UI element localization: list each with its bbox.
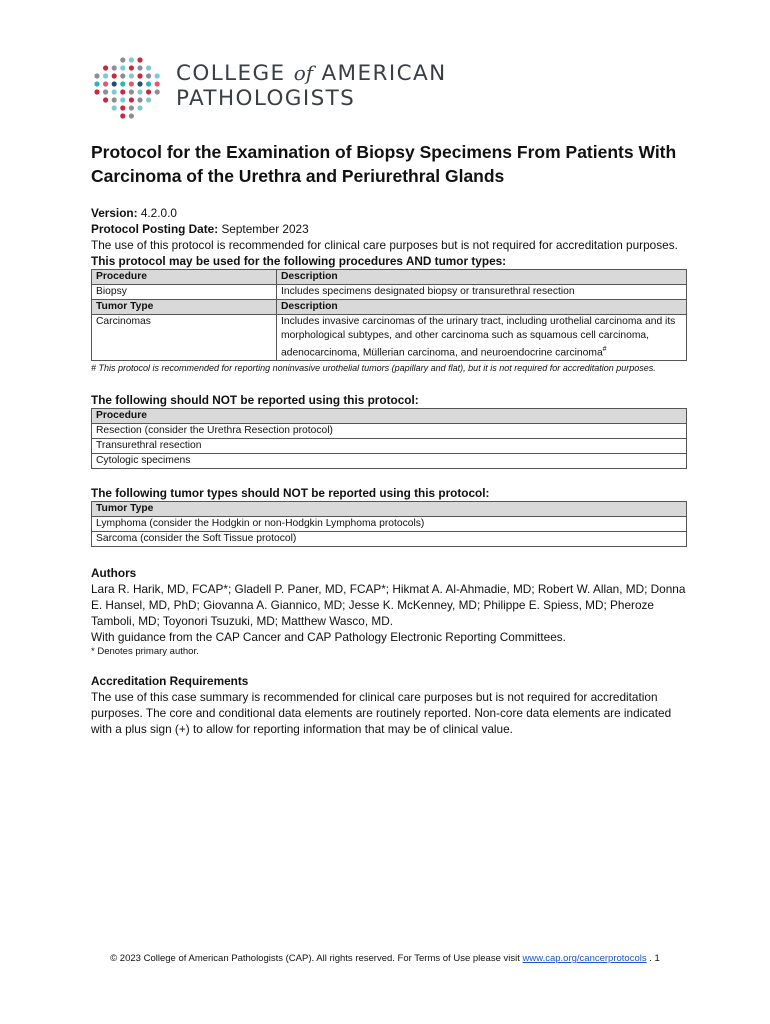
logo-dot bbox=[155, 89, 160, 94]
logo-dot bbox=[120, 81, 125, 86]
logo-dot bbox=[155, 73, 160, 78]
logo-word-of: of bbox=[293, 61, 314, 85]
logo-dot bbox=[103, 89, 108, 94]
table-cell: Transurethral resection bbox=[92, 439, 687, 454]
logo-dot bbox=[137, 89, 142, 94]
logo-dot bbox=[129, 113, 134, 118]
logo-dot bbox=[146, 89, 151, 94]
logo-dot bbox=[112, 97, 117, 102]
table-row bbox=[92, 285, 687, 300]
logo-dot bbox=[112, 81, 117, 86]
logo-dot bbox=[137, 105, 142, 110]
logo-dot bbox=[120, 65, 125, 70]
accreditation-heading: Accreditation Requirements bbox=[91, 674, 249, 689]
authors-guidance: With guidance from the CAP Cancer and CAP Pathology Electronic Reporting Committees. bbox=[91, 630, 566, 645]
table-cell: Lymphoma (consider the Hodgkin or non-Hodgkin Lymphoma protocols) bbox=[92, 517, 687, 532]
table-header-row bbox=[92, 300, 687, 315]
version-label: Version: bbox=[91, 206, 138, 220]
logo-dot bbox=[129, 97, 134, 102]
logo-dot bbox=[155, 81, 160, 86]
table-footnote: # This protocol is recommended for reporting noninvasive urothelial tumors (papillary and flat), but it is not required for accreditation purposes. bbox=[91, 363, 656, 374]
table-header-row bbox=[92, 270, 687, 285]
logo-dot bbox=[146, 81, 151, 86]
logo-dot bbox=[129, 65, 134, 70]
procedures-table bbox=[91, 269, 687, 361]
table-row bbox=[92, 517, 687, 532]
table-header-tumor-type: Tumor Type bbox=[92, 502, 687, 517]
logo-dot bbox=[94, 73, 99, 78]
logo-dot bbox=[112, 73, 117, 78]
logo-dot bbox=[112, 65, 117, 70]
authors-heading: Authors bbox=[91, 566, 137, 581]
table-cell: Cytologic specimens bbox=[92, 454, 687, 469]
table-cell: Sarcoma (consider the Soft Tissue protocol) bbox=[92, 532, 687, 547]
authors-list: Lara R. Harik, MD, FCAP*; Gladell P. Paner, MD, FCAP*; Hikmat A. Al-Ahmadie, MD; Robert W. Allan, MD; Donna E. Hansel, MD, PhD; Giovanna A. Giannico, MD; Jesse K. McKenney, MD; Philippe E. Spiess, MD; Pheroze Tamboli, MD; Toyonori Tsuzuki, MD; Matthew Wasco, MD. bbox=[91, 582, 686, 629]
table-cell-tumor-type: Carcinomas bbox=[92, 315, 277, 361]
table-cell-description bbox=[277, 315, 687, 361]
table-row bbox=[92, 424, 687, 439]
logo-dot bbox=[137, 97, 142, 102]
logo-dot bbox=[94, 89, 99, 94]
table-header-tumor-type: Tumor Type bbox=[92, 300, 277, 315]
not-reported-tumors-heading: The following tumor types should NOT be reported using this protocol: bbox=[91, 486, 490, 501]
logo-dot bbox=[146, 65, 151, 70]
cap-logo-dots-icon bbox=[92, 55, 164, 121]
document-body bbox=[91, 140, 687, 737]
page-footer bbox=[0, 953, 770, 964]
table-cell-description: Includes specimens designated biopsy or transurethral resection bbox=[277, 285, 687, 300]
logo-dot bbox=[120, 73, 125, 78]
primary-author-note: * Denotes primary author. bbox=[91, 646, 199, 658]
logo-dot bbox=[129, 57, 134, 62]
table-header-description: Description bbox=[277, 300, 687, 315]
logo-dot bbox=[112, 105, 117, 110]
logo-dot bbox=[137, 81, 142, 86]
cap-logo bbox=[92, 55, 472, 121]
footnote-marker: # bbox=[602, 346, 607, 353]
table-header-description: Description bbox=[277, 270, 687, 285]
logo-word-pathologists: PATHOLOGISTS bbox=[176, 86, 356, 111]
table-row bbox=[92, 439, 687, 454]
logo-dot bbox=[112, 89, 117, 94]
logo-dot bbox=[120, 105, 125, 110]
logo-word-college: COLLEGE bbox=[176, 61, 286, 86]
use-statement: The use of this protocol is recommended for clinical care purposes but is not required for accreditation purposes. bbox=[91, 238, 678, 252]
cancer-protocols-link[interactable]: www.cap.org/cancerprotocols bbox=[522, 953, 647, 964]
logo-dot bbox=[146, 73, 151, 78]
table-row bbox=[92, 454, 687, 469]
footer-copyright: © 2023 College of American Pathologists (CAP). All rights reserved. For Terms of Use please visit bbox=[110, 953, 520, 964]
logo-dot bbox=[129, 73, 134, 78]
not-reported-tumors-table bbox=[91, 501, 687, 547]
table-row bbox=[92, 532, 687, 547]
table-header-procedure: Procedure bbox=[92, 270, 277, 285]
logo-dot bbox=[120, 57, 125, 62]
posting-date-label: Protocol Posting Date: bbox=[91, 222, 219, 236]
table-header-procedure: Procedure bbox=[92, 409, 687, 424]
protocol-meta bbox=[91, 205, 687, 269]
table-cell: Resection (consider the Urethra Resection protocol) bbox=[92, 424, 687, 439]
logo-dot bbox=[137, 57, 142, 62]
logo-dot bbox=[146, 97, 151, 102]
logo-dot bbox=[129, 105, 134, 110]
table-row bbox=[92, 315, 687, 361]
page-number: . 1 bbox=[649, 953, 660, 964]
procedures-heading: This protocol may be used for the following procedures AND tumor types: bbox=[91, 254, 507, 268]
logo-dot bbox=[94, 81, 99, 86]
carcinoma-description: Includes invasive carcinomas of the urinary tract, including urothelial carcinoma and its morphological subtypes, and other carcinoma such as squamous cell carcinoma, adenocarcinoma, Müllerian carcinoma, and neuroendocrine carcinoma bbox=[281, 316, 676, 359]
logo-dot bbox=[120, 97, 125, 102]
logo-dot bbox=[137, 73, 142, 78]
table-header-row bbox=[92, 409, 687, 424]
table-cell-procedure: Biopsy bbox=[92, 285, 277, 300]
not-reported-procedures-table bbox=[91, 408, 687, 469]
posting-date-line bbox=[91, 221, 687, 237]
posting-date-value: September 2023 bbox=[221, 222, 309, 236]
logo-dot bbox=[103, 81, 108, 86]
logo-dot bbox=[129, 89, 134, 94]
version-value: 4.2.0.0 bbox=[140, 206, 177, 220]
logo-dot bbox=[120, 113, 125, 118]
cap-logo-wordmark bbox=[176, 61, 447, 111]
logo-dot bbox=[129, 81, 134, 86]
logo-dot bbox=[137, 65, 142, 70]
table-header-row bbox=[92, 502, 687, 517]
logo-dot bbox=[103, 65, 108, 70]
document-title: Protocol for the Examination of Biopsy Specimens From Patients With Carcinoma of the Urethra and Periurethral Glands bbox=[91, 142, 677, 186]
logo-dot bbox=[103, 73, 108, 78]
logo-dot bbox=[120, 89, 125, 94]
logo-dot bbox=[103, 97, 108, 102]
logo-word-american: AMERICAN bbox=[321, 61, 447, 86]
not-reported-procedures-heading: The following should NOT be reported using this protocol: bbox=[91, 393, 419, 408]
accreditation-text: The use of this case summary is recommended for clinical care purposes but is not required for accreditation purposes. The core and conditional data elements are routinely reported. Non-core data elements are indicated with a plus sign (+) to allow for reporting information that may be of clinical value. bbox=[91, 690, 672, 737]
version-line bbox=[91, 205, 687, 221]
